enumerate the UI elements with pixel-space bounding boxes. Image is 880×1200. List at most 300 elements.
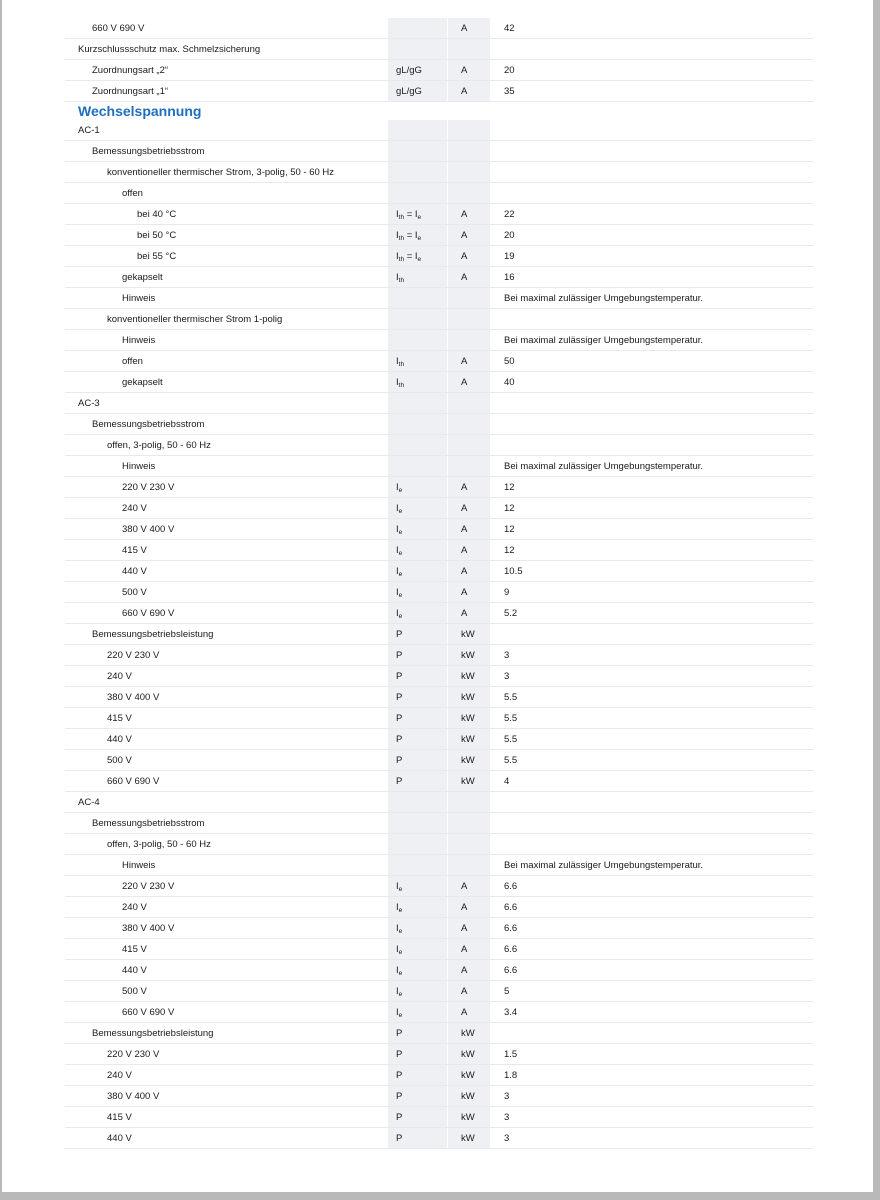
row-value: 40 xyxy=(504,377,515,388)
symbol-subscript: e xyxy=(398,970,403,977)
row-symbol-cell xyxy=(388,435,447,455)
row-symbol-cell xyxy=(388,540,447,560)
row-label: Bemessungsbetriebsleistung xyxy=(92,1028,214,1039)
table-row xyxy=(65,1023,813,1044)
row-symbol-cell xyxy=(388,813,447,833)
row-label: 415 V xyxy=(122,944,147,955)
row-value xyxy=(491,141,813,161)
row-label: gekapselt xyxy=(122,272,163,283)
row-unit: A xyxy=(448,477,490,497)
row-label-cell xyxy=(65,1128,387,1148)
row-label-cell xyxy=(65,372,387,392)
row-symbol-cell xyxy=(388,918,447,938)
row-label: Zuordnungsart „2“ xyxy=(92,65,169,76)
row-symbol-cell xyxy=(388,1086,447,1106)
symbol-subscript: e xyxy=(398,550,403,557)
row-unit xyxy=(448,120,490,140)
row-unit: A xyxy=(448,204,490,224)
row-label: 380 V 400 V xyxy=(122,923,175,934)
row-value: 10.5 xyxy=(504,566,523,577)
row-label-cell xyxy=(65,750,387,770)
row-symbol-cell xyxy=(388,666,447,686)
row-unit: kW xyxy=(448,1023,490,1043)
row-label-cell xyxy=(65,477,387,497)
row-label: 440 V xyxy=(122,965,147,976)
row-symbol-cell xyxy=(388,855,447,875)
row-label-cell xyxy=(65,1002,387,1022)
symbol-text: P xyxy=(396,1028,403,1039)
row-symbol-cell xyxy=(388,393,447,413)
symbol-text: gL/gG xyxy=(396,65,422,76)
row-label: offen, 3-polig, 50 - 60 Hz xyxy=(107,440,211,451)
row-label-cell xyxy=(65,309,387,329)
row-symbol-cell xyxy=(388,351,447,371)
table-row xyxy=(65,729,813,750)
table-row xyxy=(65,477,813,498)
row-value xyxy=(491,624,813,644)
row-label-cell xyxy=(65,1023,387,1043)
row-value xyxy=(491,834,813,854)
row-label-cell xyxy=(65,288,387,308)
row-label-cell xyxy=(65,225,387,245)
row-label-cell xyxy=(65,246,387,266)
row-symbol-cell xyxy=(388,1128,447,1148)
row-label: 240 V xyxy=(122,503,147,514)
row-unit xyxy=(448,393,490,413)
table-row xyxy=(65,498,813,519)
row-value xyxy=(491,792,813,812)
row-symbol-cell xyxy=(388,897,447,917)
symbol-text: I xyxy=(396,482,399,493)
row-label-cell xyxy=(65,60,387,80)
row-label-cell xyxy=(65,267,387,287)
row-unit: kW xyxy=(448,1086,490,1106)
table-row xyxy=(65,81,813,102)
row-value: 19 xyxy=(504,251,515,262)
table-row xyxy=(65,1002,813,1023)
row-label-cell xyxy=(65,981,387,1001)
row-value: 5 xyxy=(504,986,510,997)
row-symbol-cell xyxy=(388,60,447,80)
row-label-cell xyxy=(65,876,387,896)
row-value: 35 xyxy=(504,86,515,97)
symbol-text: I xyxy=(396,272,399,283)
row-value: 5.5 xyxy=(504,713,518,724)
row-value: 3 xyxy=(504,1133,510,1144)
row-symbol-cell xyxy=(388,771,447,791)
row-label: Hinweis xyxy=(122,335,156,346)
symbol-subscript: e xyxy=(398,571,403,578)
symbol-subscript: e xyxy=(398,592,403,599)
row-label-cell xyxy=(65,792,387,812)
table-row xyxy=(65,960,813,981)
row-symbol-cell xyxy=(388,519,447,539)
row-unit xyxy=(448,183,490,203)
row-unit: kW xyxy=(448,1128,490,1148)
section-heading: Wechselspannung xyxy=(78,103,202,119)
row-unit: kW xyxy=(448,687,490,707)
row-value: 4 xyxy=(504,776,510,787)
row-label: Bemessungsbetriebsstrom xyxy=(92,146,205,157)
row-label: 660 V 690 V xyxy=(122,608,175,619)
row-label: Hinweis xyxy=(122,461,156,472)
row-label: 440 V xyxy=(107,1133,132,1144)
row-label: Hinweis xyxy=(122,293,156,304)
table-row xyxy=(65,981,813,1002)
symbol-subscript: th xyxy=(398,361,405,368)
row-label: 220 V 230 V xyxy=(107,1049,160,1060)
row-unit: A xyxy=(448,498,490,518)
symbol-text: P xyxy=(396,650,403,661)
table-row xyxy=(65,414,813,435)
table-row xyxy=(65,309,813,330)
row-value: 42 xyxy=(504,23,515,34)
row-value: 6.6 xyxy=(504,944,518,955)
symbol-text: gL/gG xyxy=(396,86,422,97)
symbol-text: P xyxy=(396,629,403,640)
row-symbol-cell xyxy=(388,603,447,623)
row-value: 3 xyxy=(504,1112,510,1123)
row-value: 6.6 xyxy=(504,902,518,913)
row-value xyxy=(491,1023,813,1043)
row-label: 240 V xyxy=(122,902,147,913)
symbol-subscript: e xyxy=(417,214,422,221)
table-row xyxy=(65,897,813,918)
row-symbol-cell xyxy=(388,939,447,959)
row-symbol-cell xyxy=(388,960,447,980)
symbol-subscript: e xyxy=(398,487,403,494)
symbol-text: P xyxy=(396,713,403,724)
row-unit: kW xyxy=(448,1065,490,1085)
row-label: bei 50 °C xyxy=(137,230,177,241)
row-value: Bei maximal zulässiger Umgebungstemperatur. xyxy=(504,461,704,472)
row-label-cell xyxy=(65,855,387,875)
table-row xyxy=(65,540,813,561)
symbol-text: I xyxy=(396,923,399,934)
row-unit: kW xyxy=(448,708,490,728)
row-unit: kW xyxy=(448,645,490,665)
table-row xyxy=(65,1044,813,1065)
row-symbol-cell xyxy=(388,141,447,161)
row-label: offen xyxy=(122,356,143,367)
row-symbol-cell xyxy=(388,1044,447,1064)
row-unit: A xyxy=(448,225,490,245)
row-symbol-cell xyxy=(388,183,447,203)
row-value: 20 xyxy=(504,65,515,76)
row-label-cell xyxy=(65,81,387,101)
row-symbol-cell xyxy=(388,267,447,287)
table-row xyxy=(65,39,813,60)
table-row xyxy=(65,225,813,246)
row-value: 5.5 xyxy=(504,734,518,745)
page-edge-left xyxy=(0,0,2,1200)
row-label-cell xyxy=(65,519,387,539)
row-unit xyxy=(448,435,490,455)
row-value: 6.6 xyxy=(504,923,518,934)
table-row xyxy=(65,561,813,582)
row-value xyxy=(491,39,813,59)
row-symbol-cell xyxy=(388,792,447,812)
row-label: 380 V 400 V xyxy=(107,692,160,703)
row-label: 500 V xyxy=(122,587,147,598)
row-unit: A xyxy=(448,897,490,917)
row-value: 16 xyxy=(504,272,515,283)
row-unit: A xyxy=(448,246,490,266)
symbol-subscript: e xyxy=(398,886,403,893)
symbol-text: P xyxy=(396,1091,403,1102)
row-symbol-cell xyxy=(388,288,447,308)
row-unit xyxy=(448,792,490,812)
row-value xyxy=(491,120,813,140)
row-symbol-cell xyxy=(388,687,447,707)
row-unit: A xyxy=(448,540,490,560)
row-label: 415 V xyxy=(122,545,147,556)
row-unit: A xyxy=(448,60,490,80)
row-symbol-cell xyxy=(388,645,447,665)
row-unit: kW xyxy=(448,729,490,749)
row-unit: A xyxy=(448,981,490,1001)
table-row xyxy=(65,162,813,183)
row-value: 5.5 xyxy=(504,692,518,703)
row-value: 12 xyxy=(504,503,515,514)
table-row xyxy=(65,771,813,792)
row-label: 440 V xyxy=(107,734,132,745)
row-value: 9 xyxy=(504,587,510,598)
row-unit: kW xyxy=(448,771,490,791)
row-symbol-cell xyxy=(388,81,447,101)
table-row xyxy=(65,603,813,624)
row-label: bei 40 °C xyxy=(137,209,177,220)
row-label: Hinweis xyxy=(122,860,156,871)
row-value xyxy=(491,393,813,413)
symbol-subscript: e xyxy=(398,508,403,515)
table-row xyxy=(65,582,813,603)
row-value xyxy=(491,414,813,434)
row-value: 1.8 xyxy=(504,1070,518,1081)
symbol-text: = I xyxy=(404,251,418,262)
row-symbol-cell xyxy=(388,624,447,644)
row-symbol-cell xyxy=(388,1002,447,1022)
row-symbol-cell xyxy=(388,456,447,476)
table-row xyxy=(65,666,813,687)
row-symbol-cell xyxy=(388,414,447,434)
table-row xyxy=(65,435,813,456)
row-symbol-cell xyxy=(388,225,447,245)
row-label: 220 V 230 V xyxy=(107,650,160,661)
row-label: 500 V xyxy=(107,755,132,766)
row-unit xyxy=(448,309,490,329)
row-label: 415 V xyxy=(107,1112,132,1123)
row-unit: A xyxy=(448,960,490,980)
symbol-text: I xyxy=(396,902,399,913)
symbol-text: P xyxy=(396,1133,403,1144)
row-label: 440 V xyxy=(122,566,147,577)
table-row xyxy=(65,750,813,771)
row-unit xyxy=(448,330,490,350)
symbol-text: P xyxy=(396,1070,403,1081)
row-label: konventioneller thermischer Strom, 3-polig, 50 - 60 Hz xyxy=(107,167,335,178)
table-row xyxy=(65,1086,813,1107)
symbol-text: I xyxy=(396,251,399,262)
row-label: konventioneller thermischer Strom 1-polig xyxy=(107,314,283,325)
row-unit: kW xyxy=(448,1044,490,1064)
row-label-cell xyxy=(65,897,387,917)
row-label-cell xyxy=(65,435,387,455)
row-symbol-cell xyxy=(388,498,447,518)
row-value: 1.5 xyxy=(504,1049,518,1060)
row-unit xyxy=(448,39,490,59)
row-label-cell xyxy=(65,330,387,350)
row-label: 660 V 690 V xyxy=(92,23,145,34)
row-unit: kW xyxy=(448,750,490,770)
symbol-subscript: th xyxy=(398,256,405,263)
row-label: bei 55 °C xyxy=(137,251,177,262)
row-unit: A xyxy=(448,267,490,287)
symbol-subscript: e xyxy=(398,991,403,998)
symbol-text: I xyxy=(396,881,399,892)
row-symbol-cell xyxy=(388,477,447,497)
row-value xyxy=(491,183,813,203)
symbol-text: I xyxy=(396,986,399,997)
row-label-cell xyxy=(65,18,387,38)
table-row xyxy=(65,372,813,393)
row-symbol-cell xyxy=(388,582,447,602)
row-label: 220 V 230 V xyxy=(122,881,175,892)
row-label: AC-1 xyxy=(78,125,100,136)
table-row xyxy=(65,876,813,897)
row-symbol-cell xyxy=(388,330,447,350)
row-value: 6.6 xyxy=(504,881,518,892)
symbol-text: I xyxy=(396,566,399,577)
symbol-text: P xyxy=(396,734,403,745)
row-label-cell xyxy=(65,204,387,224)
row-label-cell xyxy=(65,393,387,413)
row-unit: A xyxy=(448,1002,490,1022)
row-symbol-cell xyxy=(388,246,447,266)
row-value: 20 xyxy=(504,230,515,241)
symbol-subscript: e xyxy=(398,928,403,935)
row-unit: A xyxy=(448,81,490,101)
row-label-cell xyxy=(65,540,387,560)
row-unit: A xyxy=(448,939,490,959)
table-row xyxy=(65,519,813,540)
row-label-cell xyxy=(65,813,387,833)
row-unit xyxy=(448,162,490,182)
row-value: Bei maximal zulässiger Umgebungstemperatur. xyxy=(504,335,704,346)
row-symbol-cell xyxy=(388,1023,447,1043)
row-symbol-cell xyxy=(388,750,447,770)
row-value: Bei maximal zulässiger Umgebungstemperatur. xyxy=(504,860,704,871)
row-value xyxy=(491,435,813,455)
row-value xyxy=(491,813,813,833)
symbol-subscript: e xyxy=(398,613,403,620)
row-label: 240 V xyxy=(107,671,132,682)
table-row xyxy=(65,60,813,81)
symbol-subscript: th xyxy=(398,214,405,221)
row-label-cell xyxy=(65,561,387,581)
row-label-cell xyxy=(65,939,387,959)
row-label: Kurzschlussschutz max. Schmelzsicherung xyxy=(78,44,261,55)
row-label: 500 V xyxy=(122,986,147,997)
row-label-cell xyxy=(65,687,387,707)
row-label: offen xyxy=(122,188,143,199)
symbol-text: I xyxy=(396,965,399,976)
row-value: 5.2 xyxy=(504,608,518,619)
row-symbol-cell xyxy=(388,834,447,854)
row-label-cell xyxy=(65,183,387,203)
row-value: 5.5 xyxy=(504,755,518,766)
symbol-subscript: th xyxy=(398,235,405,242)
symbol-subscript: e xyxy=(417,235,422,242)
row-unit xyxy=(448,414,490,434)
row-value: 3 xyxy=(504,650,510,661)
row-unit xyxy=(448,288,490,308)
symbol-text: I xyxy=(396,209,399,220)
symbol-subscript: e xyxy=(398,529,403,536)
symbol-text: P xyxy=(396,1112,403,1123)
row-symbol-cell xyxy=(388,204,447,224)
symbol-text: I xyxy=(396,503,399,514)
row-label: 220 V 230 V xyxy=(122,482,175,493)
row-label-cell xyxy=(65,771,387,791)
row-symbol-cell xyxy=(388,981,447,1001)
row-label: 415 V xyxy=(107,713,132,724)
symbol-text: = I xyxy=(404,230,418,241)
row-symbol-cell xyxy=(388,561,447,581)
table-row xyxy=(65,120,813,141)
row-label: 660 V 690 V xyxy=(122,1007,175,1018)
row-symbol-cell xyxy=(388,876,447,896)
symbol-subscript: e xyxy=(398,949,403,956)
page-edge-bottom xyxy=(0,1192,880,1200)
row-symbol-cell xyxy=(388,120,447,140)
table-row xyxy=(65,813,813,834)
row-unit: kW xyxy=(448,624,490,644)
row-label: Bemessungsbetriebsstrom xyxy=(92,419,205,430)
table-row xyxy=(65,918,813,939)
row-label-cell xyxy=(65,582,387,602)
row-symbol-cell xyxy=(388,708,447,728)
row-label: Bemessungsbetriebsstrom xyxy=(92,818,205,829)
symbol-subscript: th xyxy=(398,277,405,284)
row-unit: A xyxy=(448,582,490,602)
row-symbol-cell xyxy=(388,729,447,749)
row-label: 380 V 400 V xyxy=(107,1091,160,1102)
row-value: 3.4 xyxy=(504,1007,518,1018)
row-unit: A xyxy=(448,18,490,38)
row-label-cell xyxy=(65,120,387,140)
table-row xyxy=(65,18,813,39)
page-edge-right xyxy=(873,0,880,1200)
symbol-text: I xyxy=(396,356,399,367)
symbol-text: P xyxy=(396,755,403,766)
row-label-cell xyxy=(65,918,387,938)
row-unit: A xyxy=(448,372,490,392)
row-label: Zuordnungsart „1“ xyxy=(92,86,169,97)
table-row xyxy=(65,267,813,288)
table-row xyxy=(65,939,813,960)
row-label-cell xyxy=(65,1044,387,1064)
row-value: 12 xyxy=(504,524,515,535)
row-value: 12 xyxy=(504,482,515,493)
symbol-text: I xyxy=(396,545,399,556)
row-label: offen, 3-polig, 50 - 60 Hz xyxy=(107,839,211,850)
symbol-text: I xyxy=(396,524,399,535)
table-row xyxy=(65,834,813,855)
symbol-text: P xyxy=(396,1049,403,1060)
table-row xyxy=(65,624,813,645)
row-label-cell xyxy=(65,1107,387,1127)
